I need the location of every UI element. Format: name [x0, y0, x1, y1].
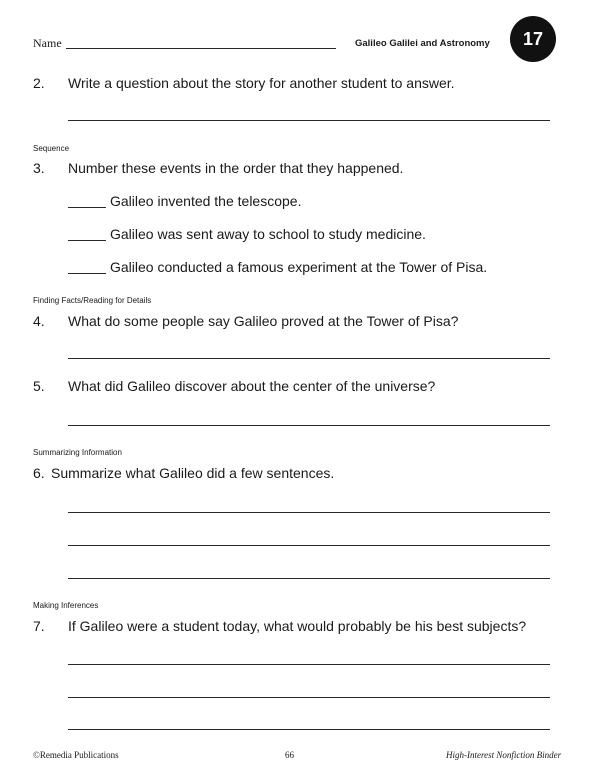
question-6-number: 6. — [33, 465, 45, 481]
section-label-inferences: Making Inferences — [33, 601, 99, 610]
question-2-number: 2. — [33, 75, 45, 91]
answer-line-q6-3[interactable] — [68, 578, 550, 579]
answer-line-q2[interactable] — [68, 120, 550, 121]
page-badge: 17 — [510, 16, 556, 62]
footer-publisher: ©Remedia Publications — [33, 750, 119, 760]
answer-line-q5[interactable] — [68, 425, 550, 426]
sequence-event-1: Galileo invented the telescope. — [110, 193, 302, 209]
answer-line-q7-2[interactable] — [68, 697, 550, 698]
name-field[interactable] — [66, 48, 336, 49]
answer-line-q7-1[interactable] — [68, 664, 550, 665]
section-label-finding-facts: Finding Facts/Reading for Details — [33, 296, 152, 305]
sequence-blank-1[interactable] — [68, 207, 106, 208]
worksheet-title: Galileo Galilei and Astronomy — [355, 38, 490, 49]
question-3-number: 3. — [33, 160, 45, 176]
answer-line-q4[interactable] — [68, 358, 550, 359]
sequence-blank-3[interactable] — [68, 273, 106, 274]
answer-line-q7-3[interactable] — [68, 729, 550, 730]
answer-line-q6-1[interactable] — [68, 512, 550, 513]
question-3-text: Number these events in the order that they happened. — [68, 160, 404, 176]
question-5-text: What did Galileo discover about the center of the universe? — [68, 378, 436, 394]
question-4-number: 4. — [33, 313, 45, 329]
footer-book-title: High-Interest Nonfiction Binder — [446, 750, 562, 760]
question-2-text: Write a question about the story for another student to answer. — [68, 75, 455, 91]
sequence-blank-2[interactable] — [68, 240, 106, 241]
name-label: Name — [33, 36, 62, 50]
question-4-text: What do some people say Galileo proved at the Tower of Pisa? — [68, 313, 459, 329]
question-7-text: If Galileo were a student today, what would probably be his best subjects? — [68, 618, 527, 634]
answer-line-q6-2[interactable] — [68, 545, 550, 546]
question-5-number: 5. — [33, 378, 45, 394]
sequence-event-2: Galileo was sent away to school to study medicine. — [110, 226, 426, 242]
question-7-number: 7. — [33, 618, 45, 634]
footer-page-number: 66 — [285, 750, 294, 760]
section-label-sequence: Sequence — [33, 144, 70, 153]
question-6-text: Summarize what Galileo did a few sentences. — [51, 465, 335, 481]
sequence-event-3: Galileo conducted a famous experiment at the Tower of Pisa. — [110, 259, 488, 275]
section-label-summarizing: Summarizing Information — [33, 448, 122, 457]
